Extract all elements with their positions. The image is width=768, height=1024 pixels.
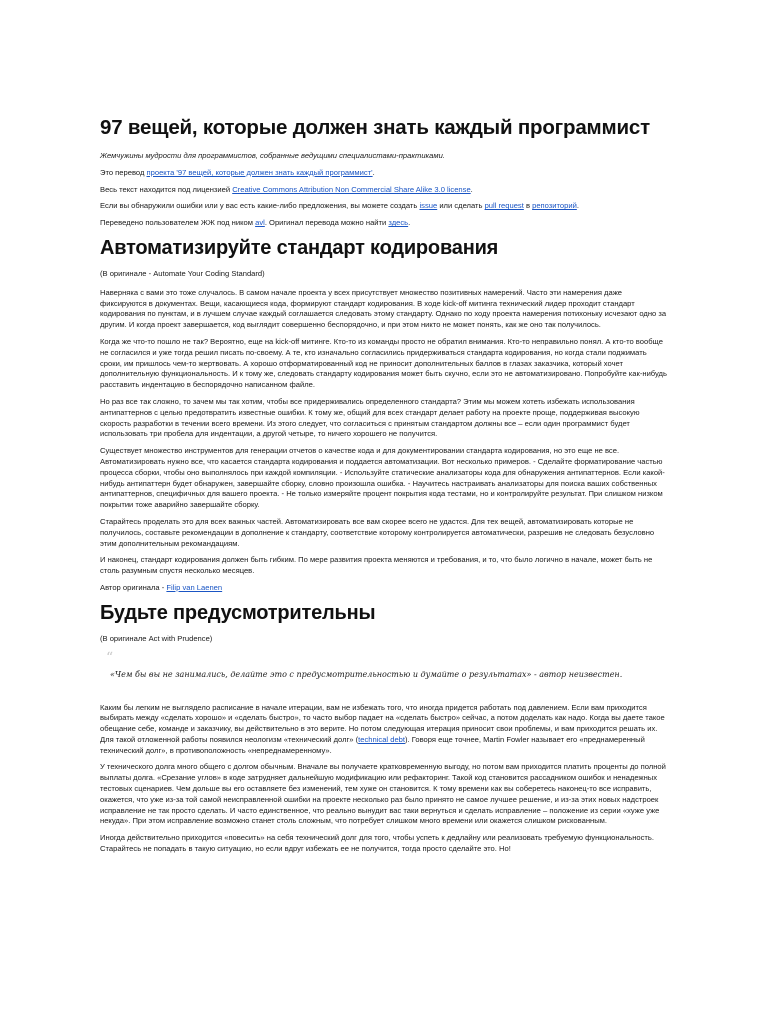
- section-original-title: (В оригинале - Automate Your Coding Standard): [100, 268, 265, 278]
- author-prefix: Автор оригинала -: [100, 582, 167, 592]
- original-translation-link[interactable]: здесь: [388, 218, 409, 228]
- errors-mid-2: в: [523, 201, 533, 211]
- errors-suffix: .: [576, 201, 579, 211]
- technical-debt-link[interactable]: technical debt: [358, 734, 406, 744]
- license-note: [100, 185, 668, 196]
- paragraph-text: ). Говоря еще точнее, Martin Fowler называет его «преднамеренный технический долг», в противоположность «непреднамеренному».: [100, 734, 645, 755]
- quote-mark-icon: “: [106, 649, 114, 666]
- intro-subtitle: Жемчужины мудрости для программистов, собранные ведущими специалистами-практиками.: [100, 151, 445, 160]
- errors-mid-1: или сделать: [437, 201, 485, 211]
- author-link[interactable]: Filip van Laenen: [166, 582, 223, 592]
- errors-note: [100, 201, 668, 212]
- paragraph: Старайтесь проделать это для всех важных частей. Автоматизировать все вам скорее всего не удастся. Для тех вещей, автоматизировать которые не получилось, составьте рекомендации в дополнение к стандарту, соответствие которому контролируется автоматически, разрешив не следовать безусловно этим дополнительным рекомандациям.: [100, 516, 655, 548]
- paragraph: Когда же что-то пошло не так? Вероятно, еще на kick-off митинге. Кто-то из команды просто не обратил внимания. Кто-то неправильно понял. А кто-то вообще не согласился и уже тогда решил писать по-своему. А те, кто изначально согласились придерживаться стандарта кодирования, но когда стали поджимать сроки, им пришлось чем-то жертвовать. А хорошо отформатированный код не приносит дополнительных баллов в глазах заказчика, который хочет дополнительную функциональность. И к тому же, следовать стандарту кодирования может быть скучно, если это не автоматизировано. Попробуйте как-нибудь расставить индентацию в беспорядочно написанном файле.: [100, 336, 667, 390]
- translator-link[interactable]: avl: [255, 218, 265, 228]
- paragraph: Иногда действительно приходится «повесить» на себя технический долг для того, чтобы успеть к дедлайну или реализовать требуемую функциональность. Старайтесь не попадать в такую ситуацию, но если вдруг избежать ее не получится, тогда просто сделайте это. Но!: [100, 833, 654, 854]
- paragraph: У технического долга много общего с долгом обычным. Вначале вы получаете кратковременную выгоду, но потом вам приходится платить проценты до полной выплаты долга. «Срезание углов» в коде затрудняет дальнейшую модификацию или рефакторинг. Такой код становится рассадником ошибок и ненадежных тестовых сценариев. Чем дольше вы его оставляете без изменений, тем хуже он становится. К тому времени как вы соберетесь наконец-то все исправить, окажется, что уже из-за той самой неисправленной ошибки на проекте несколько раз было принято не самое лучшее решение, и из-за этих новых надстроек исправление не так просто сделать. И часто единственное, что реально вынудит вас таки вернуться и сделать исправление – положение из серии «хуже уже некуда». При этом исправление возможно станет столь сложным, что потребует слишком много времени или окажется слишком рискованным.: [100, 762, 666, 826]
- license-prefix: Весь текст находится под лицензией: [100, 184, 233, 194]
- license-link[interactable]: Creative Commons Attribution Non Commercial Share Alike 3.0 license: [232, 184, 471, 194]
- translation-prefix: Это перевод: [100, 167, 147, 177]
- translator-mid: . Оригинал перевода можно найти: [264, 218, 389, 228]
- issue-link[interactable]: issue: [419, 201, 438, 211]
- translator-note: [100, 218, 668, 229]
- author-line: [100, 583, 668, 594]
- paragraph: Наверняка с вами это тоже случалось. В самом начале проекта у всех присутствует множество позитивных намерений. Часто эти намерения даже фиксируются в документах. Вещи, касающиеся кода, формируют стандарт кодирования. В ходе kick-off митинга технический лидер проходит стандарт кодирования по пунктам, и в лучшем случае каждый соглашается следовать этому стандарту. Однако по ходу проекта намерения потихоньку исчезают одно за другим. И когда проект завершается, код выглядит совершенно беспорядочно, и при этом никто не может понять, как же оно так получилось.: [100, 287, 667, 330]
- project-link[interactable]: проекта '97 вещей, которые должен знать каждый программист': [146, 167, 373, 177]
- section-heading-coding-standard: Автоматизируйте стандарт кодирования: [100, 236, 499, 259]
- translator-prefix: Переведено пользователем ЖЖ под ником: [100, 218, 256, 228]
- paragraph: Существует множество инструментов для генерации отчетов о качестве кода и для документировании стандарта кодирования, но это еще не все. Автоматизировать нужно все, что касается стандарта кодирования и поддается автоматизации. Вот несколько примеров. - Сделайте форматирование частью процесса сборки, чтобы оно выполнялось при каждой компиляции. - Используйте статические анализаторы кода для обнаружения антипаттернов. Если какой-нибудь антипаттерн будет обнаружен, завершайте сборку, словно произошла ошибка. - Научитесь настраивать анализаторы для поиска ваших собственных антипаттернов, специфичных для вашего проекта. - Не только измеряйте процент покрытия кода тестами, но и контролируйте результат. При слишком низком покрытии тоже аварийно завершайте сборку.: [100, 446, 665, 510]
- translation-note: [100, 168, 668, 179]
- page-title: 97 вещей, которые должен знать каждый программист: [100, 116, 650, 139]
- blockquote: «Чем бы вы не занимались, делайте это с предусмотрительностью и думайте о результатах» - автор неизвестен.: [110, 669, 623, 679]
- section-original-title: (В оригинале Act with Prudence): [100, 633, 213, 643]
- errors-prefix: Если вы обнаружили ошибки или у вас есть какие-либо предложения, вы можете создать: [100, 201, 420, 211]
- paragraph-text: Каким бы легким не выглядело расписание в начале итерации, вам не избежать того, что иногда придется работать под давлением. Если вам приходится выбирать между «сделать хорошо» и «сделать быстро», то часто выбор падает на «сделать быстро» сейчас, а потом доделать как надо. Когда вы даете такое обещание себе, команде и заказчику, вы действительно в это верите. Но потом следующая итерация приносит свои проблемы, и вам приходится решать их. Для такой отложенной работы появился неологизм «технический долг» (: [100, 702, 665, 744]
- paragraph: И наконец, стандарт кодирования должен быть гибким. По мере развития проекта меняются и требования, и то, что было логично в начале, может быть не столь разумным спустя несколько месяцев.: [100, 555, 653, 576]
- pull-request-link[interactable]: pull request: [484, 201, 524, 211]
- license-suffix: .: [470, 184, 473, 194]
- paragraph: Но раз все так сложно, то зачем мы так хотим, чтобы все придерживались определенного стандарта? Этим мы можем хотеть избежать использования антипаттернов с целью предотвратить известные ошибки. К тому же, общий для всех стандарт делает работу на проекте проще, поддерживая высокую скорость разработки в течении всего времени. Из этого следует, что согласиться с принятым стандартом должны все – если один программист будет использовать три пробела для индентации, а другой четыре, то ничего хорошего не получится.: [100, 396, 640, 439]
- section-heading-prudence: Будьте предусмотрительны: [100, 601, 376, 624]
- translator-suffix: .: [408, 218, 411, 228]
- paragraph: [100, 703, 668, 757]
- repository-link[interactable]: репозиторий: [532, 201, 577, 211]
- translation-suffix: .: [372, 167, 375, 177]
